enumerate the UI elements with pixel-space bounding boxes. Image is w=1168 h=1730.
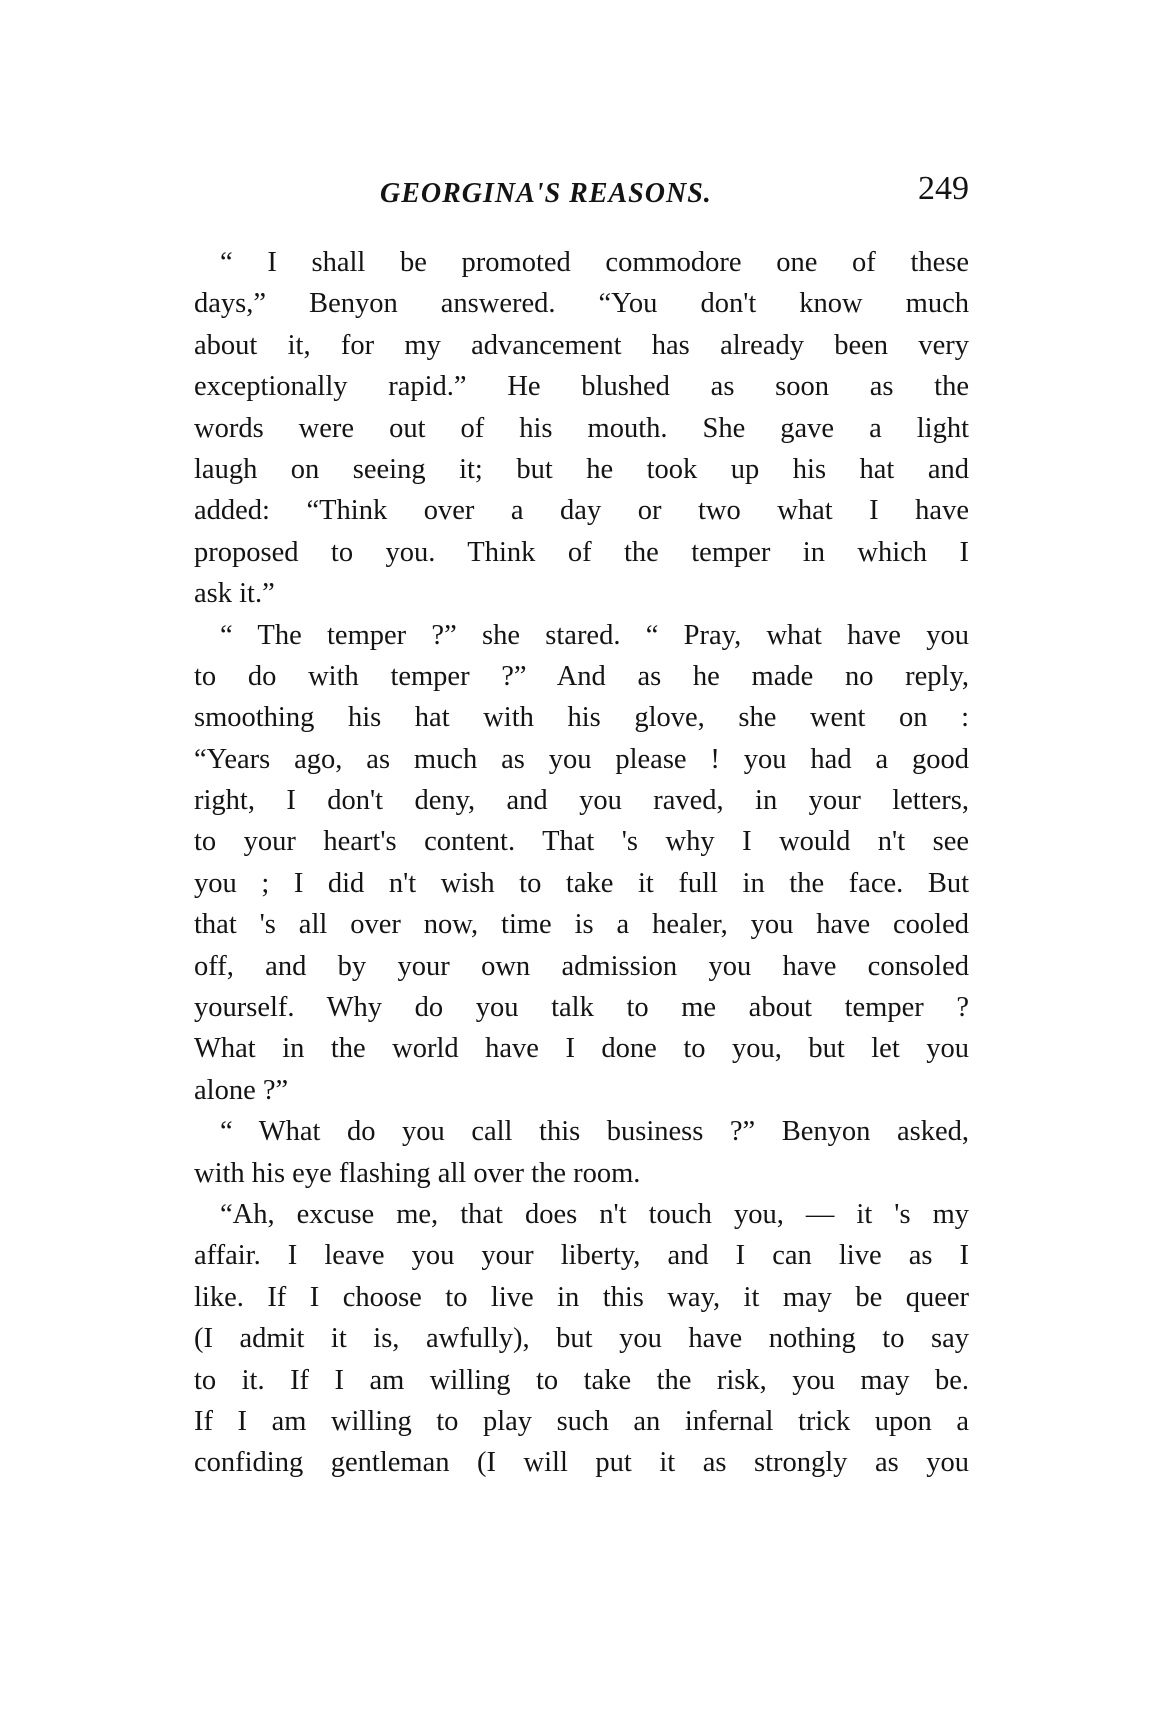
text-line: added: “Think over a day or two what I have (194, 495, 969, 527)
text-line: right, I don't deny, and you raved, in your letters, (194, 785, 969, 817)
text-line: “Ah, excuse me, that does n't touch you, — it 's my (220, 1198, 969, 1230)
text-line: days,” Benyon answered. “You don't know much (194, 288, 969, 320)
text-line: with his eye flashing all over the room. (194, 1157, 641, 1189)
text-line: (I admit it is, awfully), but you have nothing to say (194, 1323, 969, 1355)
text-line: “Years ago, as much as you please ! you had a good (194, 743, 969, 775)
text-line: that 's all over now, time is a healer, you have cooled (194, 909, 969, 941)
page-number: 249 (918, 170, 969, 207)
paragraph (194, 1194, 969, 1484)
text-line: ask it.” (194, 578, 275, 610)
text-line: “ What do you call this business ?” Benyon asked, (220, 1116, 969, 1148)
paragraph (194, 1111, 969, 1194)
text-line: exceptionally rapid.” He blushed as soon as the (194, 371, 969, 403)
body-text (194, 242, 969, 1484)
text-line: What in the world have I done to you, but let you (194, 1033, 969, 1065)
text-line: about it, for my advancement has already been very (194, 329, 969, 361)
paragraph (194, 242, 969, 615)
text-line: like. If I choose to live in this way, it may be queer (194, 1281, 969, 1313)
text-line: off, and by your own admission you have consoled (194, 950, 969, 982)
running-head (194, 170, 969, 218)
text-line: yourself. Why do you talk to me about temper ? (194, 992, 969, 1024)
text-line: “ The temper ?” she stared. “ Pray, what have you (220, 619, 969, 651)
text-line: to it. If I am willing to take the risk, you may be. (194, 1364, 969, 1396)
text-line: you ; I did n't wish to take it full in the face. But (194, 867, 969, 899)
text-line: smoothing his hat with his glove, she went on : (194, 702, 969, 734)
text-line: words were out of his mouth. She gave a light (194, 412, 969, 444)
text-line: “ I shall be promoted commodore one of these (220, 247, 969, 278)
text-line: affair. I leave you your liberty, and I can live as I (194, 1240, 969, 1272)
paragraph (194, 615, 969, 1112)
text-line: proposed to you. Think of the temper in which I (194, 536, 969, 568)
text-line: laugh on seeing it; but he took up his hat and (194, 453, 969, 485)
text-line: to do with temper ?” And as he made no reply, (194, 660, 969, 692)
running-title: GEORGINA'S REASONS. (380, 178, 712, 209)
text-line: If I am willing to play such an infernal trick upon a (194, 1405, 969, 1437)
text-line: to your heart's content. That 's why I would n't see (194, 826, 969, 858)
text-line: confiding gentleman (I will put it as strongly as you (194, 1447, 969, 1479)
text-line: alone ?” (194, 1074, 289, 1106)
